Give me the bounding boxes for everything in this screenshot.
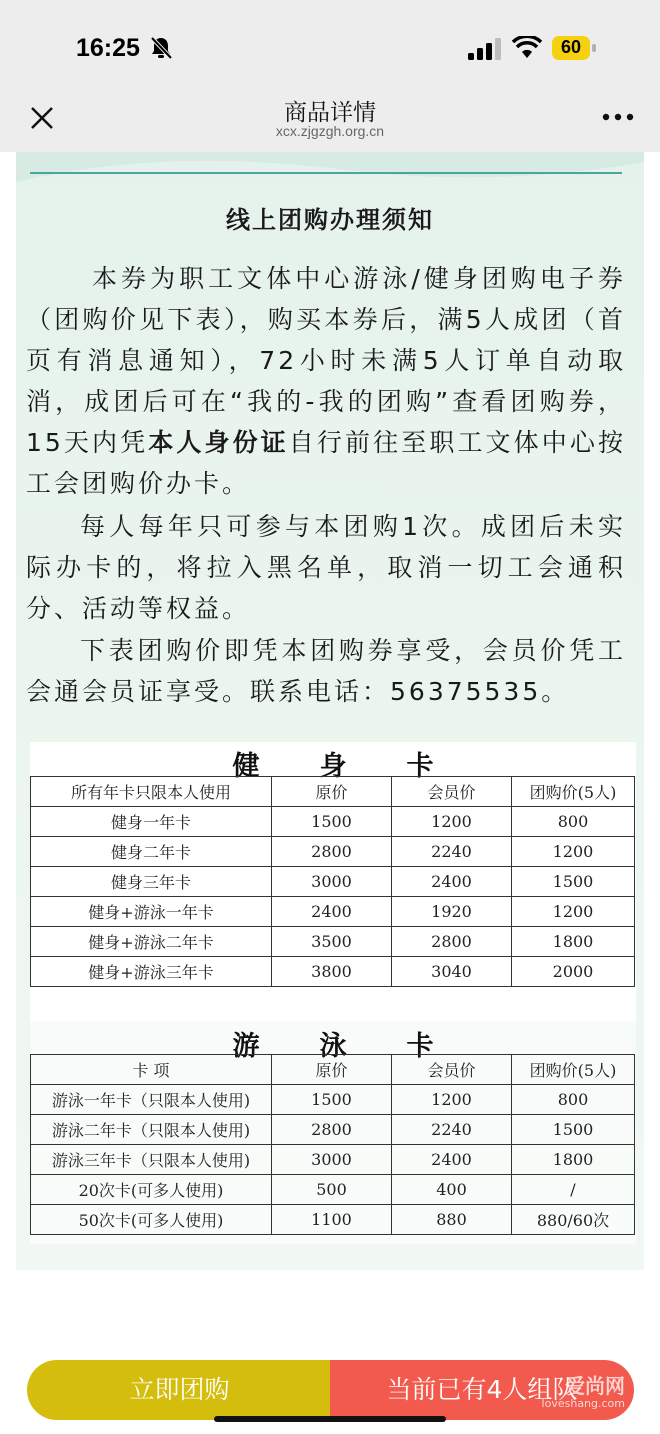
battery-icon	[552, 36, 598, 60]
table-cell: 400	[392, 1175, 512, 1205]
table-header-row	[31, 777, 635, 807]
table-cell: 健身+游泳三年卡	[31, 957, 272, 987]
table-cell: 500	[272, 1175, 392, 1205]
table-row	[31, 837, 635, 867]
table-cell: 3000	[272, 867, 392, 897]
table-cell: 1200	[392, 1085, 512, 1115]
table-cell: 1100	[272, 1205, 392, 1235]
wifi-icon	[512, 36, 542, 60]
header-cell: 所有年卡只限本人使用	[31, 777, 272, 807]
header-cell: 会员价	[392, 777, 512, 807]
table-row	[31, 867, 635, 897]
table-row	[31, 1085, 635, 1115]
table-cell: 3800	[272, 957, 392, 987]
table-cell: 2800	[272, 1115, 392, 1145]
table-cell: 1500	[512, 867, 635, 897]
fitness-price-table	[30, 776, 635, 987]
id-card-emphasis: 本人身份证	[148, 428, 289, 457]
table-cell: 50次卡(可多人使用)	[31, 1205, 272, 1235]
table-cell: 800	[512, 1085, 635, 1115]
swim-card-table	[30, 1022, 636, 1244]
header-cell: 原价	[272, 777, 392, 807]
table-cell: 3000	[272, 1145, 392, 1175]
table-cell: 游泳三年卡（只限本人使用)	[31, 1145, 272, 1175]
table-cell: 游泳二年卡（只限本人使用)	[31, 1115, 272, 1145]
watermark-logo: 爱尚网 loveshang.com	[541, 1374, 625, 1410]
table-cell: 健身三年卡	[31, 867, 272, 897]
table-cell: 1200	[392, 807, 512, 837]
table-header-row	[31, 1055, 635, 1085]
table-row	[31, 807, 635, 837]
table-cell: 1920	[392, 897, 512, 927]
divider	[30, 172, 622, 174]
header-cell: 卡 项	[31, 1055, 272, 1085]
table-cell: 2800	[392, 927, 512, 957]
table-cell: 健身+游泳一年卡	[31, 897, 272, 927]
table-cell: 健身二年卡	[31, 837, 272, 867]
table-row	[31, 957, 635, 987]
table-cell: 2400	[392, 1145, 512, 1175]
table-cell: 2400	[272, 897, 392, 927]
status-bar	[0, 0, 660, 96]
header-cell: 原价	[272, 1055, 392, 1085]
fitness-card-table	[30, 742, 636, 1022]
table-row	[31, 1115, 635, 1145]
table-cell: 20次卡(可多人使用)	[31, 1175, 272, 1205]
header-cell: 团购价(5人)	[512, 1055, 635, 1085]
notice-paragraph-1: 本券为职工文体中心游泳/健身团购电子券（团购价见下表），购买本券后，满5人成团（首页有消息通知），72小时未满5人订单自动取消，成团后可在“我的-我的团购”查看团购券，15天内凭本人身份证自行前往至职工文体中心按工会团购价办卡。	[26, 264, 626, 498]
table-cell: 1500	[272, 1085, 392, 1115]
table-cell: 1200	[512, 837, 635, 867]
table-row	[31, 1175, 635, 1205]
fitness-table-title: 健身卡	[232, 751, 494, 782]
table-cell: 游泳一年卡（只限本人使用)	[31, 1085, 272, 1115]
notice-paragraph-2: 每人每年只可参与本团购1次。成团后未实际办卡的，将拉入黑名单，取消一切工会通积分、活动等权益。	[26, 512, 626, 623]
swim-table-title: 游泳卡	[232, 1031, 494, 1062]
table-cell: 2240	[392, 1115, 512, 1145]
table-cell: 1500	[272, 807, 392, 837]
home-indicator[interactable]	[214, 1416, 446, 1422]
notice-panel	[16, 152, 644, 1270]
table-cell: 1200	[512, 897, 635, 927]
table-cell: 1800	[512, 927, 635, 957]
table-cell: 2400	[392, 867, 512, 897]
table-cell: 1800	[512, 1145, 635, 1175]
clock: 16:25	[76, 34, 140, 62]
notice-title: 线上团购办理须知	[226, 206, 434, 234]
table-cell: 3040	[392, 957, 512, 987]
group-status-button[interactable]: 当前已有4人组队	[330, 1360, 634, 1420]
more-icon[interactable]	[602, 112, 634, 122]
table-cell: 880/60次	[512, 1205, 635, 1235]
battery-level: 60	[560, 37, 582, 57]
header-cell: 团购价(5人)	[512, 777, 635, 807]
cellular-signal-icon	[468, 38, 502, 60]
nav-bar	[0, 96, 660, 152]
table-cell: 880	[392, 1205, 512, 1235]
table-row	[31, 897, 635, 927]
header-cell: 会员价	[392, 1055, 512, 1085]
notice-paragraph-3: 下表团购价即凭本团购券享受，会员价凭工会通会员证享受。联系电话：56375535。	[26, 636, 626, 706]
page-title: 商品详情	[284, 100, 376, 126]
table-cell: 800	[512, 807, 635, 837]
table-row	[31, 1145, 635, 1175]
table-row	[31, 927, 635, 957]
table-cell: 2800	[272, 837, 392, 867]
table-cell: 3500	[272, 927, 392, 957]
buy-now-button[interactable]: 立即团购	[27, 1360, 332, 1420]
page-domain: xcx.zjgzgh.org.cn	[275, 123, 385, 139]
table-row	[31, 1205, 635, 1235]
table-cell: 1500	[512, 1115, 635, 1145]
table-cell: 健身+游泳二年卡	[31, 927, 272, 957]
bell-muted-icon	[150, 36, 172, 60]
table-cell: 2240	[392, 837, 512, 867]
table-cell: /	[512, 1175, 635, 1205]
table-cell: 健身一年卡	[31, 807, 272, 837]
swim-price-table	[30, 1054, 635, 1235]
table-cell: 2000	[512, 957, 635, 987]
